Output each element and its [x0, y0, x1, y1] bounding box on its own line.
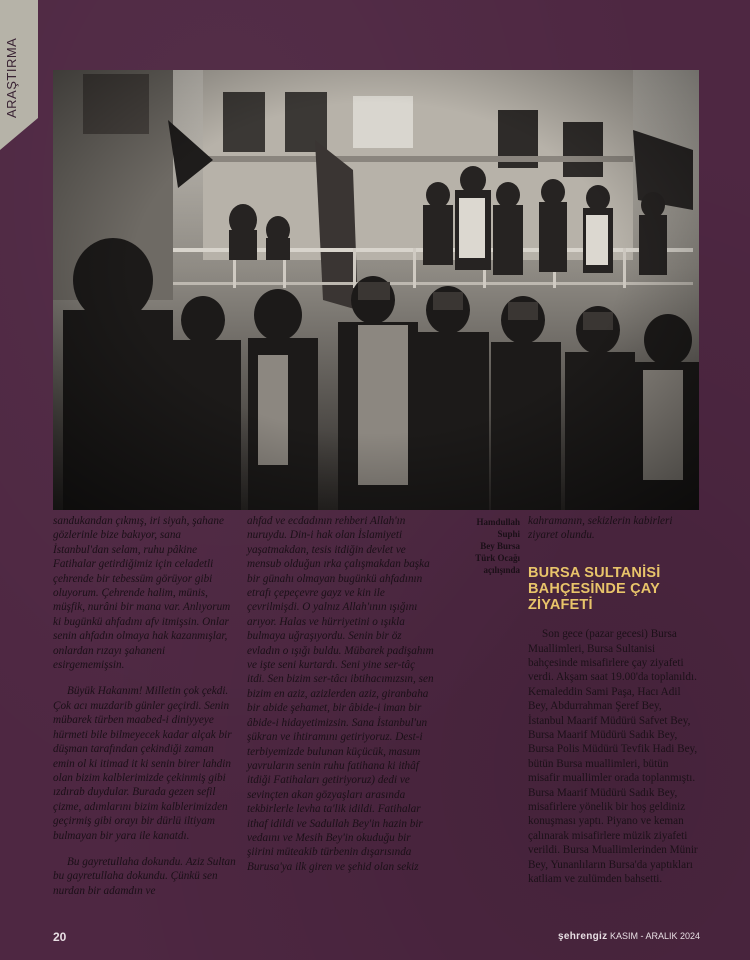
caption-line: Bey Bursa [480, 541, 520, 551]
text-column-3-intro [528, 514, 700, 543]
caption-line: Türk Ocağı [475, 553, 520, 563]
page-number: 20 [53, 930, 67, 944]
magazine-footer [528, 931, 700, 942]
section-headline: BURSA SULTANİSİ BAHÇESİNDE ÇAY ZİYAFETİ [528, 565, 661, 613]
historical-photo [53, 70, 699, 510]
caption-line: açılışında [483, 565, 520, 575]
paragraph: Büyük Hakanım! Milletin çok çekdi. Çok acı muzdarib günler geçirdi. Senin mübarek türben maabed-i diniyyeye hürmeti bile bilmeyecek kadar alçak bir düşman tarafından çekindiği zaman emin ol ki itimad it ki senin birer lahdin olan bizim kalblerimizde çekinmiş gibi ızdırab duydular. Burada gezen sefil çizme, adımlarını bizim kalblerimizden geçirmiş gibi orayı bir dürlü iltiyam bulmayan bir yara ile kanatdı. [53, 685, 232, 842]
section-label: ARAŞTIRMA [4, 37, 19, 118]
issue-date: KASIM - ARALIK 2024 [609, 931, 700, 941]
photo-caption [440, 516, 520, 576]
paragraph: Son gece (pazar gecesi) Bursa Muallimleri, Bursa Sultanisi bahçesinde misafirlere çay ziyafeti verdi. Akşam saat 19.00'da toplanıldı. Kemaleddin Sami Paşa, Hacı Adil Bey, Abdurrahman Şeref Bey, İstanbul Maarif Müdürü Safvet Bey, Bursa Maarif Müdürü Sadık Bey, Bursa Polis Müdürü Tevfik Hadi Bey, bütün Bursa muallimleri, bütün misafir muallimler orada toplanmıştı. Bursa Maarif Müdürü Sadık Bey, misafirlere yönelik bir hoş geldiniz konuşması yaptı. Piyano ve keman çalınarak misafirlere müzik ziyafeti verildi. Bursa Muallimlerinden Münir Bey, Yunanlıların Bursa'da yaptıkları katliam ve zulümden bahsetti. [528, 628, 698, 886]
text-column-1 [53, 514, 237, 898]
caption-line: Suphi [497, 529, 520, 539]
caption-line: Hamdullah [476, 517, 520, 527]
text-column-2 [247, 514, 434, 874]
paragraph: sandukandan çıkmış, iri siyah, şahane gözlerinle bize bakıyor, sana İstanbul'dan selam, ruhu pâkine Fatihalar getirdiğimiz için celadetli çehrende bir tebessüm görüyor gibi oluyorum. Çehrende halim, münis, müşfik, nurâni bir mana var. Anlıyorum ki bugünkü ahfadını afv itmişsin. Onlar senin ahfadın olmaya hak kazanmışlar, onlardan rızayı şahaneni esirgememişsin. [53, 515, 231, 672]
paragraph: kahramanın, sekizlerin kabirleri ziyaret olundu. [528, 515, 673, 542]
magazine-name: şehrengiz [558, 931, 608, 942]
paragraph: Bu gayretullaha dokundu. Aziz Sultan bu gayretullaha dokundu. Çünkü sen nurdan bir adamdın ve [53, 855, 236, 897]
text-column-3-body [528, 616, 700, 898]
paragraph: ahfad ve ecdadının rehberi Allah'ın nuruydu. Din-i hak olan İslamiyeti yaşatmakdan, tesis itdiğin devlet ve mensub olduğun ırka çalışmakdan başka bir günahı olmayan bugünkü ahfadının etrafı çepeçevre gayz ve kin ile çevrilmişdi. O yalnız Allah'ının ışığını arıyor. Halas ve hürriyetini o ışıkla bulmaya uğraşıyordu. Senin bir öz evladın o ışığı buldu. Mübarek padişahım ve işte seni kurtardı. Seni yine ser-tâç itdi. Sen bizim ser-tâcı ibtihacımızsın, sen bizim en aziz, azizlerden aziz, giranbaha bir abide şehamet, bir âbide-i iman bir âbide-i hidayetimizsin. Sana İstanbul'un şükran ve ihtiramını getiriyoruz. Dest-i terbiyemizde bulunan küçücük, masum yavruların senin ruhu fatihana ki ithâf itdiği Fatihaları getiriyoruz) dedi ve sevinçten akan gözyaşları arasında tekbirlerle levha ta'lik idildi. Fatihalar ithaf idildi ve Sadullah Bey'in hazin bir vedaını ve Mesih Bey'in okuduğu bir şiirini müteakib türbenin dışarısında Burusa'ya ilk giren ve şehid olan sekiz [247, 515, 434, 873]
